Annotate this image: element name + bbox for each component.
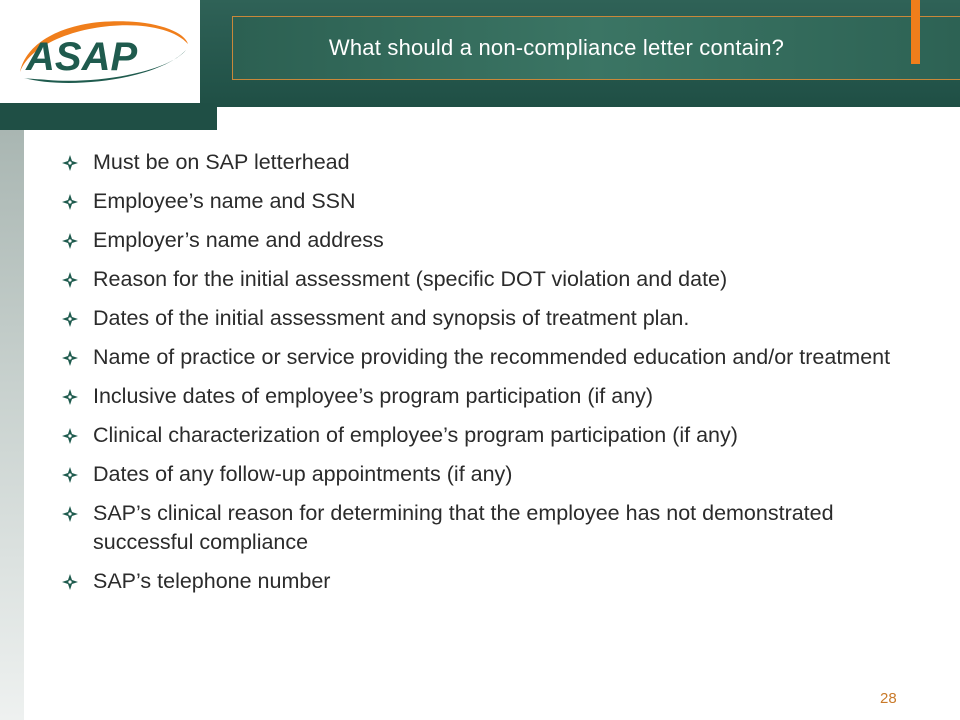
diamond-fleur-icon	[62, 350, 78, 366]
bullet-item	[62, 265, 922, 294]
bullet-item	[62, 382, 922, 411]
bullet-text: SAP’s telephone number	[93, 569, 331, 593]
bullet-item	[62, 421, 922, 450]
diamond-fleur-icon	[62, 467, 78, 483]
bullet-item	[62, 304, 922, 333]
asap-logo	[8, 14, 194, 92]
diamond-fleur-icon	[62, 389, 78, 405]
bullet-item	[62, 460, 922, 489]
diamond-fleur-icon	[62, 272, 78, 288]
diamond-fleur-icon	[62, 155, 78, 171]
bullet-item	[62, 226, 922, 255]
bullet-text: Employee’s name and SSN	[93, 189, 356, 213]
bullet-text: Must be on SAP letterhead	[93, 150, 350, 174]
logo-text: ASAP	[26, 35, 138, 79]
diamond-fleur-icon	[62, 428, 78, 444]
bullet-text: Inclusive dates of employee’s program participation (if any)	[93, 384, 654, 408]
bullet-text: Name of practice or service providing the recommended education and/or treatment	[93, 345, 891, 369]
bullet-item	[62, 343, 922, 372]
bullet-text: SAP’s clinical reason for determining that the employee has not demonstrated successful compliance	[93, 501, 834, 554]
page-number: 28	[880, 690, 897, 707]
bullet-text: Employer’s name and address	[93, 228, 384, 252]
bullet-list	[62, 148, 922, 606]
diamond-fleur-icon	[62, 194, 78, 210]
diamond-fleur-icon	[62, 233, 78, 249]
bullet-text: Dates of the initial assessment and synopsis of treatment plan.	[93, 306, 690, 330]
accent-bar	[911, 0, 920, 64]
bullet-item	[62, 499, 922, 557]
bullet-text: Reason for the initial assessment (specific DOT violation and date)	[93, 267, 728, 291]
left-gradient-strip	[0, 130, 24, 720]
title-box	[232, 16, 960, 80]
header-underlay	[0, 103, 217, 130]
diamond-fleur-icon	[62, 506, 78, 522]
bullet-item	[62, 187, 922, 216]
bullet-text: Dates of any follow-up appointments (if any)	[93, 462, 513, 486]
logo-panel	[0, 0, 200, 103]
bullet-item	[62, 148, 922, 177]
diamond-fleur-icon	[62, 574, 78, 590]
bullet-item	[62, 567, 922, 596]
diamond-fleur-icon	[62, 311, 78, 327]
slide-title: What should a non-compliance letter contain?	[328, 35, 785, 60]
bullet-text: Clinical characterization of employee’s program participation (if any)	[93, 423, 738, 447]
